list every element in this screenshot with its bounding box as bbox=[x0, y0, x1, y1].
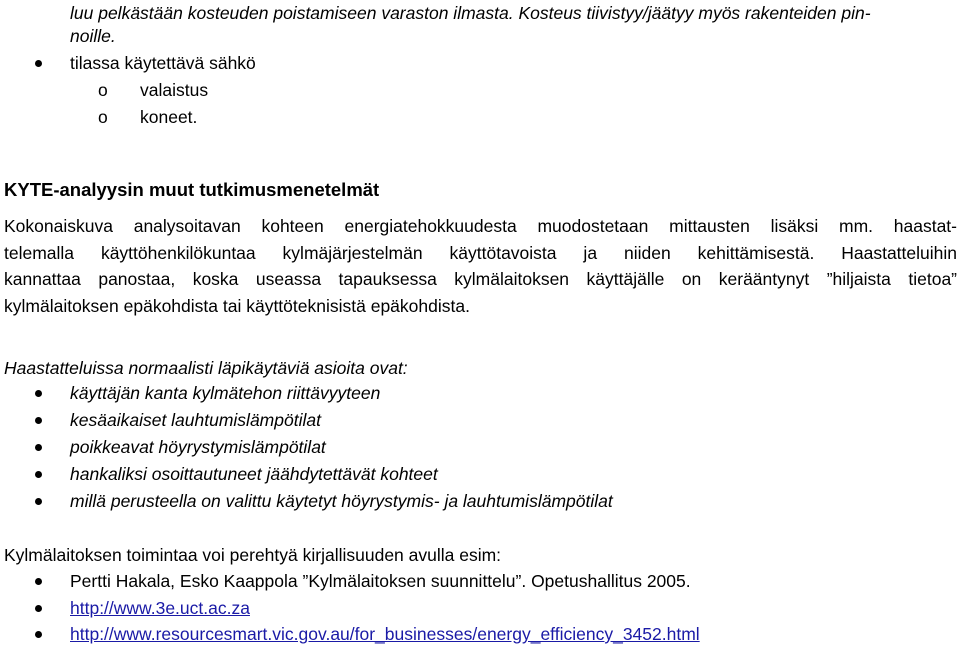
sub-list-item bbox=[0, 104, 960, 130]
sub-bullet-marker: o bbox=[98, 107, 108, 127]
sub-list-item-text: koneet. bbox=[140, 107, 198, 127]
sub-list-item bbox=[0, 77, 960, 103]
list-item-text: poikkeavat höyrystymislämpötilat bbox=[70, 437, 326, 457]
section-paragraph bbox=[4, 213, 957, 319]
literature-intro: Kylmälaitoksen toimintaa voi perehtyä kirjallisuuden avulla esim: bbox=[4, 545, 502, 565]
paragraph-line: telemalla käyttöhenkilökuntaa kylmäjärjestelmän käyttötavoista ja niiden kehittämisestä. Haastatteluihin bbox=[4, 242, 957, 263]
list-item-text: millä perusteella on valittu käytetyt höyrystymis- ja lauhtumislämpötilat bbox=[70, 491, 613, 511]
list-item-text: tilassa käytettävä sähkö bbox=[70, 53, 256, 73]
list-item bbox=[0, 621, 960, 647]
sub-list-item-text: valaistus bbox=[140, 80, 209, 100]
list-item bbox=[0, 434, 960, 460]
bullet-icon bbox=[35, 444, 42, 451]
list-item bbox=[0, 595, 960, 621]
bullet-icon bbox=[35, 631, 42, 638]
bullet-icon bbox=[35, 498, 42, 505]
list-item bbox=[0, 50, 960, 76]
list-item bbox=[0, 461, 960, 487]
list-item bbox=[0, 568, 960, 594]
link-3e-uct[interactable]: http://www.3e.uct.ac.za bbox=[70, 598, 250, 618]
interview-intro: Haastatteluissa normaalisti läpikäytäviä asioita ovat: bbox=[4, 358, 408, 378]
list-item bbox=[0, 488, 960, 514]
list-item bbox=[0, 380, 960, 406]
list-item-text: kesäaikaiset lauhtumislämpötilat bbox=[70, 410, 321, 430]
intro-line-1: luu pelkästään kosteuden poistamiseen varaston ilmasta. Kosteus tiivistyy/jäätyy myös rakenteiden pin- bbox=[70, 3, 871, 23]
section-heading: KYTE-analyysin muut tutkimusmenetelmät bbox=[4, 179, 380, 200]
paragraph-line: Kokonaiskuva analysoitavan kohteen energiatehokkuudesta muodostetaan mittausten lisäksi mm. haastat- bbox=[4, 216, 957, 236]
paragraph-line: kylmälaitoksen epäkohdista tai käyttöteknisistä epäkohdista. bbox=[4, 295, 470, 316]
bullet-icon bbox=[35, 60, 42, 67]
list-item bbox=[0, 407, 960, 433]
bullet-icon bbox=[35, 578, 42, 585]
book-reference: Pertti Hakala, Esko Kaappola ”Kylmälaitoksen suunnittelu”. Opetushallitus 2005. bbox=[70, 571, 691, 591]
link-resourcesmart[interactable]: http://www.resourcesmart.vic.gov.au/for_businesses/energy_efficiency_3452.html bbox=[70, 624, 700, 644]
intro-line-2: noille. bbox=[70, 26, 116, 46]
paragraph-line: kannattaa panostaa, koska useassa tapauksessa kylmälaitoksen käyttäjälle on kerääntynyt ”hiljaista tietoa” bbox=[4, 269, 957, 290]
bullet-icon bbox=[35, 471, 42, 478]
bullet-icon bbox=[35, 417, 42, 424]
list-item-text: käyttäjän kanta kylmätehon riittävyyteen bbox=[70, 383, 381, 403]
sub-bullet-marker: o bbox=[98, 80, 108, 100]
list-item-text: hankaliksi osoittautuneet jäähdytettävät kohteet bbox=[70, 464, 438, 484]
bullet-icon bbox=[35, 390, 42, 397]
bullet-icon bbox=[35, 605, 42, 612]
